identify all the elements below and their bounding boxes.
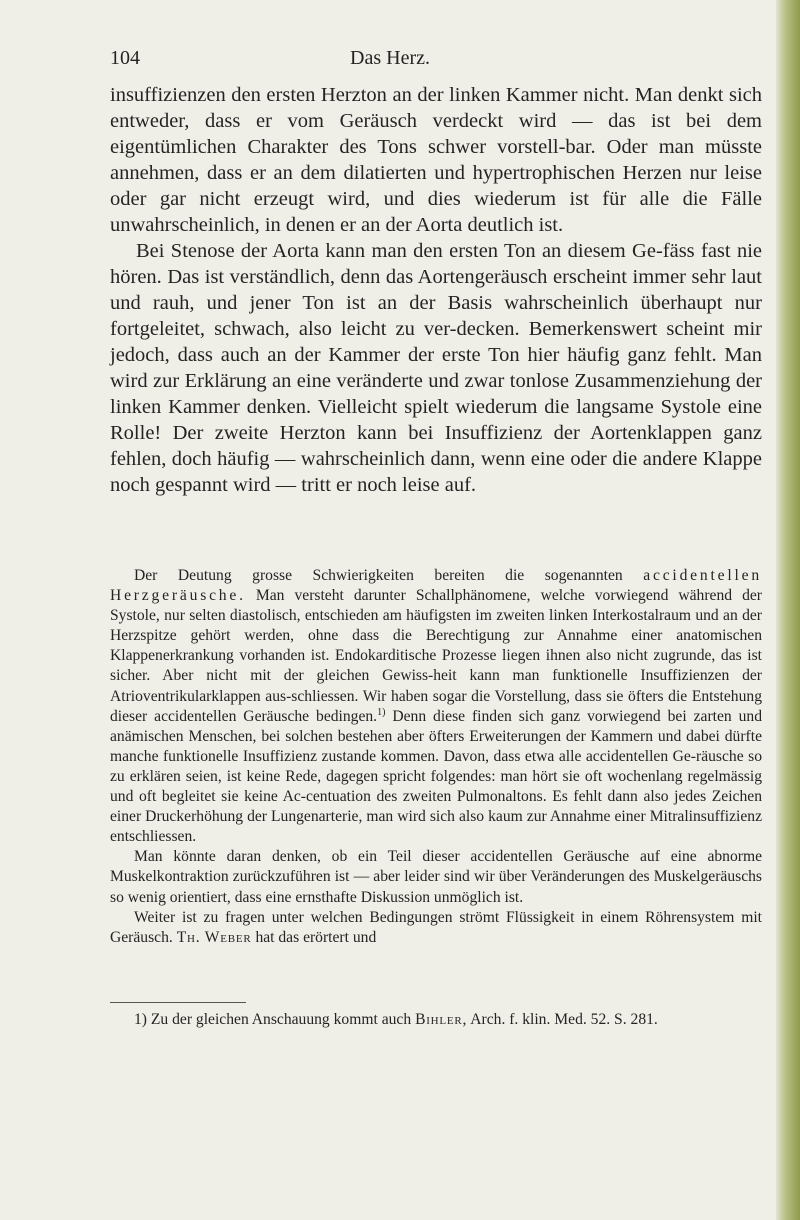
text-run: hat das erörtert und: [255, 928, 377, 946]
main-text: [110, 82, 762, 498]
footnote-ref: 1): [377, 706, 386, 718]
page-header: [110, 47, 670, 71]
small-paragraph-1: [110, 566, 762, 847]
footnote: [110, 1010, 762, 1030]
page-edge: [776, 0, 800, 1220]
text-run: Man versteht darunter Schallphänomene, welche vorwiegend während der Systole, nur selten diastolisch, entschieden am häufigsten im zweiten linken Interkostalraum und an der Herzspitze gehört werden, ohne dass die Berechtigung zur Annahme einer anatomischen Klappenerkrankung vorhanden ist. Endokarditische Prozesse liegen ihnen also nicht zugrunde, das ist sicher. Aber nicht mit der gleichen Gewiss-heit kann man funktionelle Insuffizienzen der Atrioventrikularklappen aus-schliessen. Wir haben sogar die Vorstellung, dass sie öfters die Entstehung dieser accidentellen Geräusche bedingen.: [110, 587, 762, 725]
footnote-rule: [110, 1002, 246, 1003]
small-print-text: [110, 566, 762, 948]
page-number: 104: [110, 47, 140, 69]
main-paragraph-1: insuffizienzen den ersten Herzton an der linken Kammer nicht. Man denkt sich entweder, dass er vom Geräusch verdeckt wird — das ist bei dem eigentümlichen Charakter des Tons schwer vorstell-bar. Oder man müsste annehmen, dass er an dem dilatierten und hypertrophischen Herzen nur leise oder gar nicht erzeugt wird, und dies wiederum ist für alle die Fälle unwahrscheinlich, in denen er an der Aorta deutlich ist.: [110, 84, 762, 236]
text-run: Der Deutung grosse Schwierigkeiten bereiten die sogenannten: [134, 567, 623, 584]
footnote-text: [110, 1010, 762, 1030]
text-run: Arch. f. klin. Med. 52. S. 281.: [470, 1011, 658, 1028]
footnote-author: Bihler,: [415, 1011, 468, 1028]
text-run: Denn diese finden sich ganz vorwiegend bei zarten und anämischen Menschen, bei solchen bestehen aber öfters Erweiterungen der Kammern und dabei dürfte manche funktionelle Insuffizienz zustande kommen. Davon, dass etwa alle accidentellen Ge-räusche so zu erklären seien, ist keine Rede, dagegen spricht folgendes: man hört sie oft wochenlang regelmässig und oft begleitet sie keine Ac-centuation des zweiten Pulmonaltons. Es fehlt dann also jedes Zeichen einer Druckerhöhung der Lungenarterie, man wird sich also kaum zur Annahme einer Mitralinsuffizienz entschliessen.: [110, 707, 762, 846]
main-paragraph-2: Bei Stenose der Aorta kann man den ersten Ton an diesem Ge-fäss fast nie hören. Das ist verständlich, denn das Aortengeräusch erscheint immer sehr laut und rauh, und jener Ton ist an der Basis wahrscheinlich überhaupt nur fortgeleitet, schwach, also leicht zu ver-decken. Bemerkenswert scheint mir jedoch, dass auch an der Kammer der erste Ton hier häufig ganz fehlt. Man wird zur Erklärung an eine veränderte und zwar tonlose Zusammenziehung der linken Kammer denken. Vielleicht spielt wiederum die langsame Systole eine Rolle! Der zweite Herzton kann bei Insuffizienz der Aortenklappen ganz fehlen, doch häufig — wahrscheinlich dann, wenn eine oder die andere Klappe noch gespannt wird — tritt er noch leise auf.: [110, 240, 762, 496]
emphasized-term: accidentellen Herzgeräusche.: [110, 567, 762, 605]
small-paragraph-3: [110, 908, 762, 948]
running-title: Das Herz.: [350, 47, 430, 69]
small-paragraph-2: Man könnte daran denken, ob ein Teil dieser accidentellen Geräusche auf eine abnorme Muskelkontraktion zurückzuführen ist — aber leider sind wir über Veränderungen des Muskelgeräuschs so wenig orientiert, dass eine ernsthafte Diskussion unmöglich ist.: [110, 848, 762, 906]
author-name: Th. Weber: [176, 928, 252, 946]
text-run: 1) Zu der gleichen Anschauung kommt auch: [134, 1011, 412, 1028]
text-run: Weiter ist zu fragen unter welchen Bedingungen strömt Flüssigkeit in einem Röhrensystem mit Geräusch.: [110, 908, 762, 946]
